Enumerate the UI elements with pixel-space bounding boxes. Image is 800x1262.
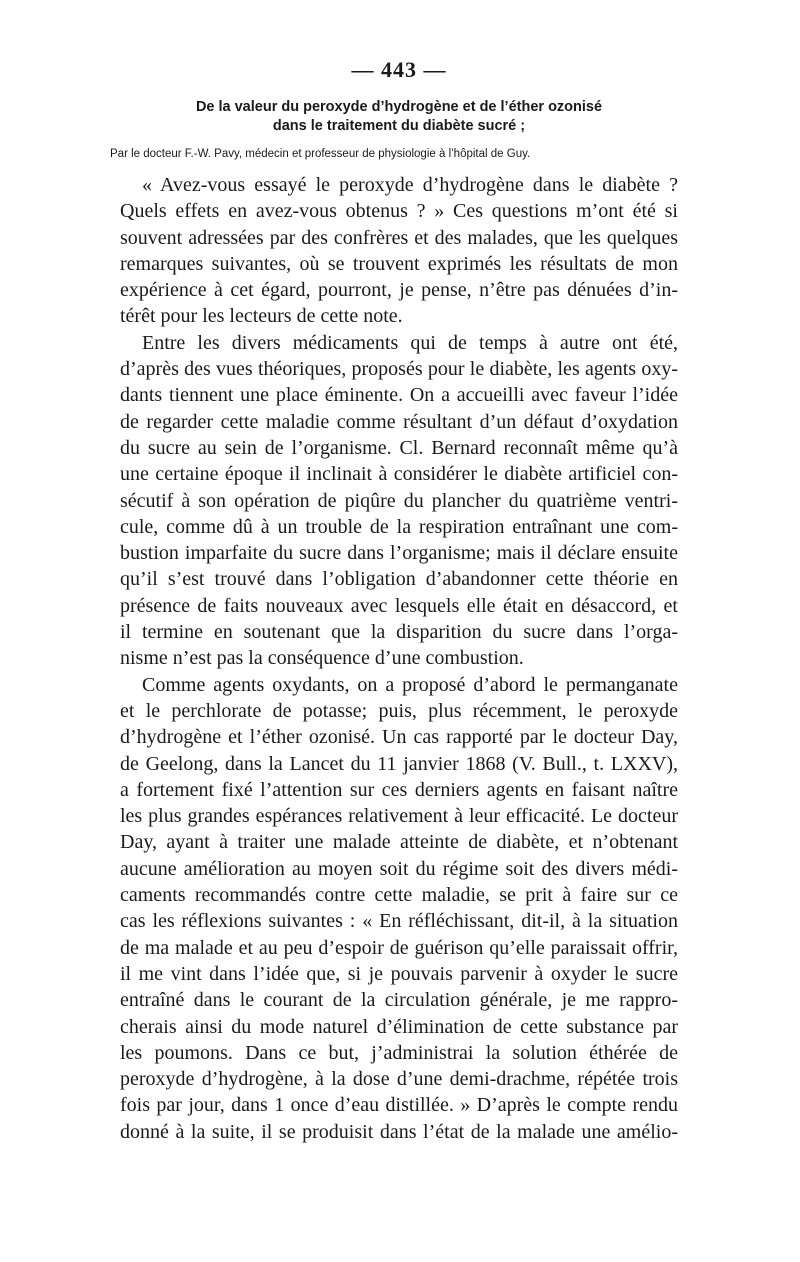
text-line: les poumons. Dans ce but, j’administrai la solution éthérée de — [120, 1041, 678, 1064]
text-line: d’hydrogène et l’éther ozonisé. Un cas rapporté par le docteur Day, — [120, 726, 678, 749]
text-line: a fortement fixé l’attention sur ces derniers agents en faisant naître — [120, 778, 678, 801]
text-line: remarques suivantes, où se trouvent exprimés les résultats de mon — [120, 252, 678, 275]
text-line: cherais ainsi du mode naturel d’élimination de cette substance par — [120, 1015, 678, 1038]
article-title-line-1: De la valeur du peroxyde d’hydrogène et de l’éther ozonisé — [195, 99, 603, 115]
text-line: Quels effets en avez-vous obtenus ? » Ces questions m’ont été si — [120, 200, 678, 223]
text-line: il termine en soutenant que la disparition du sucre dans l’orga- — [120, 621, 678, 644]
text-line: peroxyde d’hydrogène, à la dose d’une demi-drachme, répétée trois — [120, 1068, 678, 1091]
text-line: Entre les divers médicaments qui de temps à autre ont été, — [142, 331, 678, 354]
text-line: les plus grandes espérances relativement à leur efficacité. Le docteur — [120, 805, 678, 828]
text-line: de regarder cette maladie comme résultant d’un défaut d’oxydation — [120, 410, 678, 433]
text-line: caments recommandés contre cette maladie, se prit à faire sur ce — [120, 884, 678, 907]
text-line: bustion imparfaite du sucre dans l’organisme; mais il déclare ensuite — [120, 542, 678, 565]
text-line: expérience à cet égard, pourront, je pense, n’être pas dénuées d’in- — [120, 279, 678, 302]
text-line: dants tiennent une place éminente. On a accueilli avec faveur l’idée — [120, 384, 678, 407]
text-line: de Geelong, dans la Lancet du 11 janvier 1868 (V. Bull., t. LXXV), — [120, 752, 678, 775]
text-line: d’après des vues théoriques, proposés pour le diabète, les agents oxy- — [120, 358, 678, 381]
text-line: présence de faits nouveaux avec lesquels elle était en désaccord, et — [120, 594, 678, 617]
text-line: fois par jour, dans 1 once d’eau distillée. » D’après le compte rendu — [120, 1094, 678, 1117]
text-line: Comme agents oxydants, on a proposé d’abord le permanganate — [142, 673, 678, 696]
text-line: du sucre au sein de l’organisme. Cl. Bernard reconnaît même qu’à — [120, 436, 678, 459]
text-line: « Avez-vous essayé le peroxyde d’hydrogène dans le diabète ? — [142, 174, 678, 196]
body-paragraph — [120, 172, 678, 330]
book-page — [110, 56, 678, 1145]
text-line: nisme n’est pas la conséquence d’une combustion. — [120, 647, 524, 670]
text-line: il me vint dans l’idée que, si je pouvais parvenir à oxyder le sucre — [120, 962, 678, 985]
article-byline: Par le docteur F.-W. Pavy, médecin et professeur de physiologie à l’hôpital de Guy. — [110, 148, 531, 160]
text-line: sécutif à son opération de piqûre du plancher du quatrième ventri- — [120, 489, 678, 512]
article-body — [120, 172, 678, 1145]
text-line: entraîné dans le courant de la circulation générale, je me rappro- — [120, 989, 678, 1012]
text-line: cas les réflexions suivantes : « En réfléchissant, dit-il, à la situation — [120, 910, 678, 933]
text-line: Day, ayant à traiter une malade atteinte de diabète, et n’obtenant — [120, 831, 678, 854]
page-number: — 443 — — [351, 57, 447, 82]
body-paragraph — [120, 330, 678, 672]
text-line: donné à la suite, il se produisit dans l’état de la malade une amélio- — [120, 1120, 678, 1143]
article-title-line-2: dans le traitement du diabète sucré ; — [272, 118, 526, 134]
text-line: de ma malade et au peu d’espoir de guérison qu’elle paraissait offrir, — [120, 936, 678, 959]
text-line: qu’il s’est trouvé dans l’obligation d’abandonner cette théorie en — [120, 568, 678, 591]
text-line: et le perchlorate de potasse; puis, plus récemment, le peroxyde — [120, 699, 678, 722]
text-line: cule, comme dû à un trouble de la respiration entraînant une com- — [120, 515, 678, 538]
body-paragraph — [120, 672, 678, 1145]
text-line: une certaine époque il inclinait à considérer le diabète artificiel con- — [120, 463, 678, 486]
text-line: térêt pour les lecteurs de cette note. — [120, 305, 403, 328]
text-line: souvent adressées par des confrères et des malades, que les quelques — [120, 226, 678, 249]
text-line: aucune amélioration au moyen soit du régime soit des divers médi- — [120, 857, 678, 880]
